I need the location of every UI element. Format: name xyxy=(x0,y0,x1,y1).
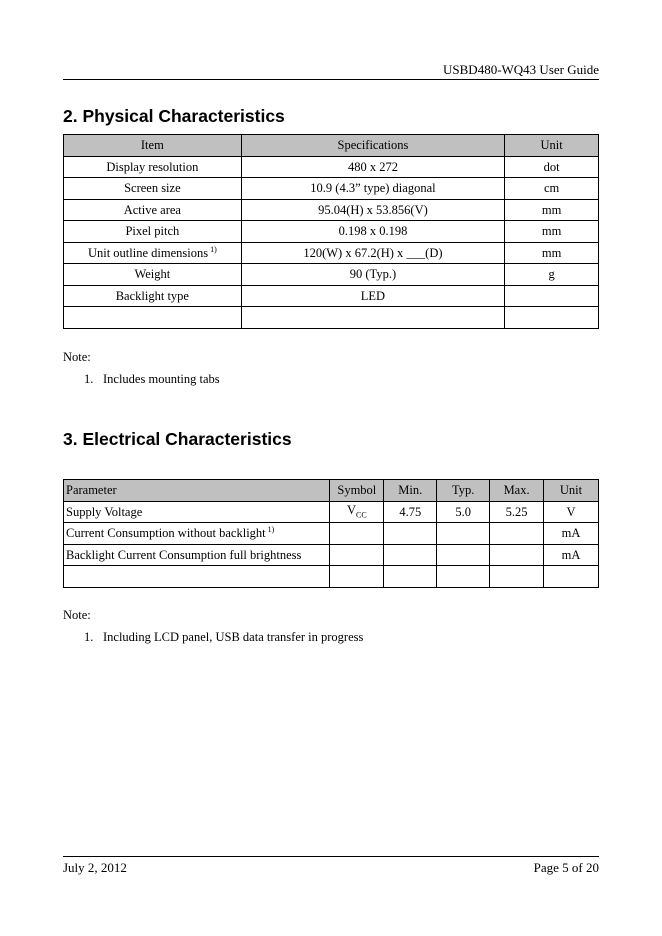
col-header-unit: Unit xyxy=(505,135,599,157)
electrical-heading: 3. Electrical Characteristics xyxy=(63,429,292,449)
cell-spec xyxy=(241,307,504,329)
cell-unit: mA xyxy=(544,523,599,545)
footnote-marker: 1) xyxy=(267,525,275,535)
physical-note-item xyxy=(84,372,220,387)
symbol-text: V xyxy=(346,503,357,517)
cell-unit xyxy=(505,285,599,307)
table-row xyxy=(64,501,599,523)
col-header-parameter: Parameter xyxy=(64,480,330,502)
cell-symbol xyxy=(330,523,384,545)
electrical-note-item xyxy=(84,630,363,645)
cell-max xyxy=(490,544,544,566)
col-header-unit: Unit xyxy=(544,480,599,502)
table-row xyxy=(64,221,599,243)
table-row xyxy=(64,285,599,307)
cell-unit: mm xyxy=(505,221,599,243)
cell-parameter: Backlight Current Consumption full brightness xyxy=(64,544,330,566)
cell-min xyxy=(384,523,437,545)
cell-max xyxy=(490,523,544,545)
cell-unit: mA xyxy=(544,544,599,566)
cell-unit xyxy=(505,307,599,329)
cell-max: 5.25 xyxy=(490,501,544,523)
cell-spec: 10.9 (4.3” type) diagonal xyxy=(241,178,504,200)
cell-min: 4.75 xyxy=(384,501,437,523)
cell-item: Pixel pitch xyxy=(64,221,242,243)
physical-table xyxy=(63,134,599,329)
table-row xyxy=(64,264,599,286)
table-row xyxy=(64,178,599,200)
cell-item: Active area xyxy=(64,199,242,221)
cell-spec: 0.198 x 0.198 xyxy=(241,221,504,243)
page-footer xyxy=(63,856,599,876)
symbol-subscript: CC xyxy=(356,510,367,520)
cell-spec: 480 x 272 xyxy=(241,156,504,178)
cell-item-text: Unit outline dimensions xyxy=(87,246,209,261)
table-row xyxy=(64,199,599,221)
table-header-row xyxy=(64,135,599,157)
cell-unit xyxy=(544,566,599,588)
cell-item: Weight xyxy=(64,264,242,286)
cell-typ: 5.0 xyxy=(437,501,490,523)
cell-item xyxy=(64,242,242,264)
electrical-table xyxy=(63,479,599,588)
note-text: Includes mounting tabs xyxy=(103,372,220,386)
page-header xyxy=(63,62,599,80)
physical-heading: 2. Physical Characteristics xyxy=(63,106,285,126)
cell-min xyxy=(384,544,437,566)
cell-symbol xyxy=(330,544,384,566)
col-header-typ: Typ. xyxy=(437,480,490,502)
cell-spec: 120(W) x 67.2(H) x ___(D) xyxy=(241,242,504,264)
cell-unit: mm xyxy=(505,199,599,221)
cell-item xyxy=(64,307,242,329)
note-text: Including LCD panel, USB data transfer in progress xyxy=(103,630,364,644)
cell-spec: 95.04(H) x 53.856(V) xyxy=(241,199,504,221)
cell-unit: V xyxy=(544,501,599,523)
table-row xyxy=(64,307,599,329)
parameter-text: Current Consumption without backlight xyxy=(66,526,266,541)
physical-note-label: Note: xyxy=(63,350,91,364)
cell-item: Screen size xyxy=(64,178,242,200)
cell-parameter xyxy=(64,523,330,545)
cell-spec: 90 (Typ.) xyxy=(241,264,504,286)
cell-symbol xyxy=(330,501,384,523)
table-row xyxy=(64,156,599,178)
col-header-max: Max. xyxy=(490,480,544,502)
cell-spec: LED xyxy=(241,285,504,307)
cell-unit: cm xyxy=(505,178,599,200)
table-row xyxy=(64,566,599,588)
col-header-specifications: Specifications xyxy=(241,135,504,157)
cell-typ xyxy=(437,566,490,588)
footer-date: July 2, 2012 xyxy=(63,860,127,875)
cell-symbol xyxy=(330,566,384,588)
cell-max xyxy=(490,566,544,588)
cell-typ xyxy=(437,523,490,545)
cell-parameter: Supply Voltage xyxy=(64,501,330,523)
note-number: 1. xyxy=(84,630,94,644)
table-row xyxy=(64,523,599,545)
cell-parameter xyxy=(64,566,330,588)
cell-item: Display resolution xyxy=(64,156,242,178)
table-header-row xyxy=(64,480,599,502)
cell-typ xyxy=(437,544,490,566)
col-header-min: Min. xyxy=(384,480,437,502)
cell-unit: g xyxy=(505,264,599,286)
col-header-item: Item xyxy=(64,135,242,157)
electrical-note-label: Note: xyxy=(63,608,91,622)
cell-item: Backlight type xyxy=(64,285,242,307)
note-number: 1. xyxy=(84,372,94,386)
table-row xyxy=(64,544,599,566)
cell-unit: dot xyxy=(505,156,599,178)
footnote-marker: 1) xyxy=(210,244,217,254)
page-number: Page 5 of 20 xyxy=(533,860,599,875)
col-header-symbol: Symbol xyxy=(330,480,384,502)
table-row xyxy=(64,242,599,264)
cell-min xyxy=(384,566,437,588)
document-title: USBD480-WQ43 User Guide xyxy=(443,62,599,77)
cell-unit: mm xyxy=(505,242,599,264)
